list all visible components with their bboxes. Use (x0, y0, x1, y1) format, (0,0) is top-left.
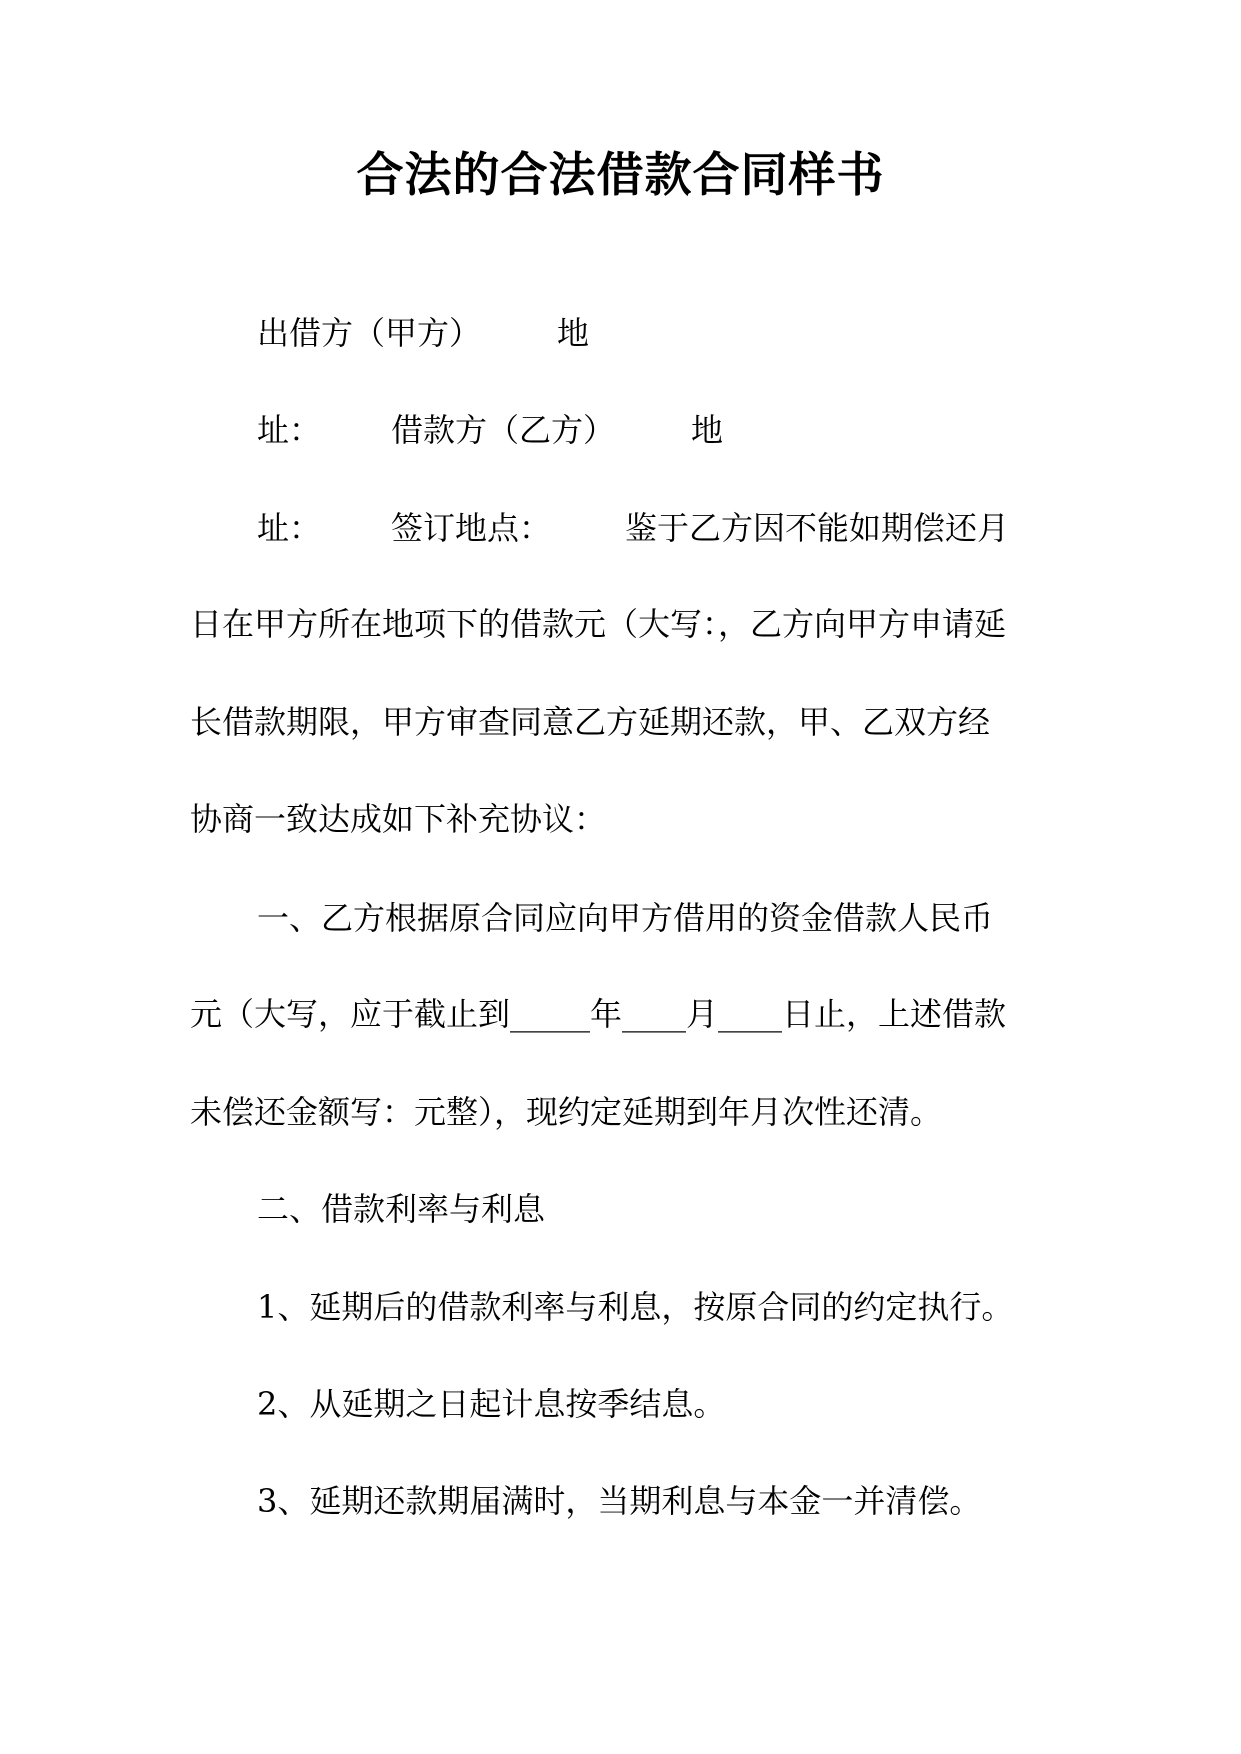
clause-text: 一、乙方根据原合同应向甲方借用的资金借款人民币 (257, 899, 994, 937)
clause-text: 二、借款利率与利息 (257, 1190, 546, 1228)
borrower-label: 借款方（乙方） (391, 411, 616, 449)
clause-text: 元（大写，应于截止到_____年____月____日止，上述借款 (190, 995, 1007, 1033)
preamble-start: 鉴于乙方因不能如期偿还月 (625, 509, 1010, 547)
preamble-text: 长借款期限，甲方审查同意乙方延期还款，甲、乙双方经 (190, 703, 991, 741)
lender-address-label-end: 址： (257, 411, 322, 449)
clause-text: 3、延期还款期届满时，当期利息与本金一并清偿。 (257, 1482, 982, 1520)
document-title: 合法的合法借款合同样书 (356, 148, 885, 203)
clause-text: 1、延期后的借款利率与利息，按原合同的约定执行。 (257, 1288, 1014, 1326)
preamble-text: 协商一致达成如下补充协议： (190, 800, 607, 838)
lender-address-label-start: 地 (557, 314, 590, 352)
borrower-address-label-end: 址： (257, 509, 322, 547)
preamble-text: 日在甲方所在地项下的借款元（大写：，乙方向甲方申请延 (190, 605, 1007, 643)
clause-text: 未偿还金额写：元整），现约定延期到年月次性还清。 (190, 1093, 943, 1131)
clause-text: 2、从延期之日起计息按季结息。 (257, 1385, 726, 1423)
signing-place-label: 签订地点： (391, 509, 552, 547)
borrower-address-label-start: 地 (691, 411, 724, 449)
lender-label: 出借方（甲方） (257, 314, 482, 352)
